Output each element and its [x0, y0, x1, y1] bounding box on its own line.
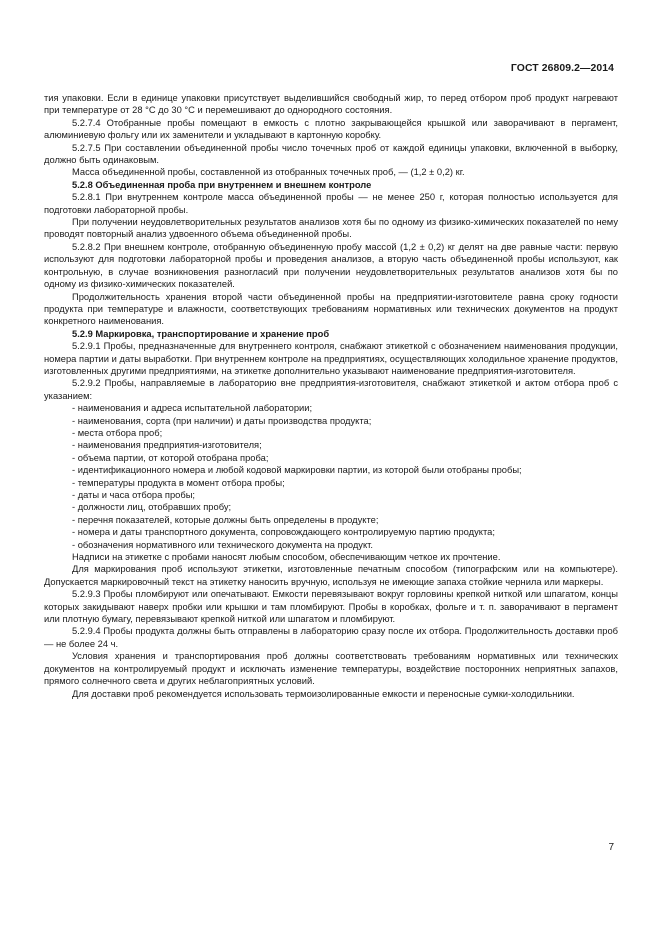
- paragraph: Надписи на этикетке с пробами наносят любым способом, обеспечивающим четкое их прочтение.: [72, 552, 501, 563]
- paragraph: При получении неудовлетворительных результатов анализов хотя бы по одному из физико-химических показателей по нему проводят повторный анализ удвоенного объема объединенной пробы.: [44, 217, 618, 240]
- clause-5-2-7-5: 5.2.7.5 При составлении объединенной пробы число точечных проб от каждой единицы упаковки, включенной в выборку, должно быть одинаковым.: [44, 142, 618, 166]
- list-item: - наименования предприятия-изготовителя;: [72, 440, 262, 451]
- clause-5-2-9-2: 5.2.9.2 Пробы, направляемые в лабораторию вне предприятия-изготовителя, снабжают этикеткой и актом отбора проб с указанием:: [44, 378, 618, 401]
- clause-5-2-9-1: 5.2.9.1 Пробы, предназначенные для внутреннего контроля, снабжают этикеткой с обозначением наименования продукции, номера партии и даты выработки. При внутреннем контроле на предприятиях, осуществляющих холодильное хранение продуктов, изготовленных другими предприятиями, на этикетке дополнительно указывают наименование предприятия-изготовителя.: [44, 341, 618, 376]
- list-item: - места отбора проб;: [72, 427, 163, 438]
- paragraph: Продолжительность хранения второй части объединенной пробы на предприятии-изготовителе равна сроку годности продукта при температуре и влажности, соответствующих требованиям нормативных или технических документов на продукт конкретного наименования.: [44, 291, 618, 327]
- paragraph: тия упаковки. Если в единице упаковки присутствует выделившийся свободный жир, то перед отбором проб продукт нагревают при температуре от 28 °С до 30 °С и перемешивают до однородного состояния.: [44, 93, 618, 116]
- section-heading-5-2-9: 5.2.9 Маркировка, транспортирование и хранение проб: [72, 328, 330, 339]
- clause-5-2-7-4: 5.2.7.4 Отобранные пробы помещают в емкость с плотно закрывающейся крышкой или заворачивают в пергамент, алюминиевую фольгу или их заменители и укладывают в картонную коробку.: [44, 117, 618, 141]
- clause-5-2-9-4: 5.2.9.4 Пробы продукта должны быть отправлены в лабораторию сразу после их отбора. Продолжительность доставки проб — не более 24 ч.: [44, 626, 618, 649]
- clause-5-2-8-2: 5.2.8.2 При внешнем контроле, отобранную объединенную пробу массой (1,2 ± 0,2) кг делят на две равные части: первую используют для подготовки лабораторной пробы и проведения анализов, а вторую часть объединенной пробы используют, как контрольную, в случае возникновения разногласий при получении неудовлетворительных результатов анализов хотя бы по одному из физико-химических показателей.: [44, 241, 618, 290]
- list-item: - температуры продукта в момент отбора пробы;: [72, 477, 285, 488]
- clause-5-2-8-1: 5.2.8.1 При внутреннем контроле масса объединенной пробы — не менее 250 г, которая полностью используется для подготовки лабораторной пробы.: [44, 192, 618, 215]
- page-number: 7: [608, 842, 614, 853]
- list-item: - наименования, сорта (при наличии) и даты производства продукта;: [72, 415, 372, 426]
- paragraph: Условия хранения и транспортирования проб должны соответствовать требованиям нормативных или технических документов на контролируемый продукт и исключать изменение температуры, воздействие посторонних неприятных запахов, прямого солнечного света и других неблагоприятных условий.: [44, 651, 618, 687]
- document-body: [44, 92, 618, 700]
- standard-header: ГОСТ 26809.2—2014: [510, 63, 614, 74]
- paragraph: Для доставки проб рекомендуется использовать термоизолированные емкости и переносные сумки-холодильники.: [72, 688, 575, 699]
- list-item: - номера и даты транспортного документа, сопровождающего контролируемую партию продукта;: [72, 527, 495, 538]
- list-item: - наименования и адреса испытательной лаборатории;: [72, 403, 313, 414]
- list-item: - перечня показателей, которые должны быть определены в продукте;: [72, 514, 379, 525]
- paragraph: Для маркирования проб используют этикетки, изготовленные печатным способом (типографским или на компьютере). Допускается маркировочный текст на этикетку наносить вручную, используя не имеющие запаха стойкие чернила или маркеры.: [44, 564, 618, 587]
- list-item: - обозначения нормативного или технического документа на продукт.: [72, 539, 374, 550]
- list-item: - должности лиц, отобравших пробу;: [72, 502, 232, 513]
- paragraph: Масса объединенной пробы, составленной из отобранных точечных проб, — (1,2 ± 0,2) кг.: [72, 167, 465, 178]
- list-item: - даты и часа отбора пробы;: [72, 490, 196, 500]
- clause-5-2-9-3: 5.2.9.3 Пробы пломбируют или опечатывают. Емкости перевязывают вокруг горловины крепкой ниткой или шпагатом, концы которых закидывают наверх пробки или крышки и там пломбируют. Пробы в коробках, фольге и т. п. заворачивают в пергамент или плотную бумагу, перевязывают крепкой ниткой или шпагатом и пломбируют.: [44, 589, 618, 625]
- list-item: - идентификационного номера и любой кодовой маркировки партии, из которой были отобраны пробы;: [72, 465, 522, 476]
- list-item: - объема партии, от которой отобрана проба;: [72, 452, 269, 463]
- section-heading-5-2-8: 5.2.8 Объединенная проба при внутреннем и внешнем контроле: [72, 179, 372, 190]
